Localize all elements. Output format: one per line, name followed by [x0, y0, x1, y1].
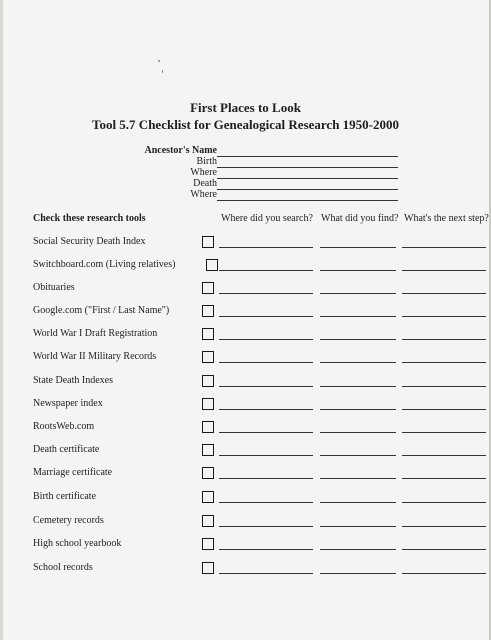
birth-label: Birth	[196, 156, 217, 167]
tool-checkbox[interactable]	[202, 375, 214, 387]
checklist-row	[0, 538, 491, 560]
tool-label: World War II Military Records	[33, 351, 157, 362]
what-found-field[interactable]	[320, 247, 396, 248]
next-step-field[interactable]	[402, 386, 486, 387]
checklist-row	[0, 515, 491, 537]
where-searched-field[interactable]	[219, 362, 313, 363]
where-column-header: Where did you search?	[221, 213, 313, 224]
what-found-field[interactable]	[320, 455, 396, 456]
tool-checkbox[interactable]	[202, 444, 214, 456]
checklist-row	[0, 282, 491, 304]
tool-checkbox[interactable]	[202, 515, 214, 527]
what-column-header: What did you find?	[321, 213, 399, 224]
where-searched-field[interactable]	[219, 293, 313, 294]
tool-label: RootsWeb.com	[33, 421, 95, 432]
where-searched-field[interactable]	[219, 386, 313, 387]
tool-checkbox[interactable]	[202, 562, 214, 574]
tool-label: Google.com ("First / Last Name")	[33, 305, 170, 316]
death-label: Death	[193, 178, 217, 189]
what-found-field[interactable]	[320, 432, 396, 433]
tool-checkbox[interactable]	[202, 398, 214, 410]
tool-label: Social Security Death Index	[33, 236, 146, 247]
what-found-field[interactable]	[320, 478, 396, 479]
death-where-label: Where	[190, 189, 217, 200]
next-step-field[interactable]	[402, 526, 486, 527]
checklist-row	[0, 467, 491, 489]
birth-where-field[interactable]	[217, 178, 398, 179]
tool-checkbox[interactable]	[202, 421, 214, 433]
what-found-field[interactable]	[320, 526, 396, 527]
checklist-row	[0, 328, 491, 350]
tool-checkbox[interactable]	[202, 305, 214, 317]
checklist-row	[0, 351, 491, 373]
tool-label: Cemetery records	[33, 515, 104, 526]
where-searched-field[interactable]	[219, 455, 313, 456]
next-step-field[interactable]	[402, 409, 486, 410]
tool-label: Birth certificate	[33, 491, 97, 502]
tool-checkbox[interactable]	[206, 259, 218, 271]
page-subtitle: Tool 5.7 Checklist for Genealogical Research 1950-2000	[91, 117, 400, 132]
tool-label: School records	[33, 562, 93, 573]
tool-label: State Death Indexes	[33, 375, 113, 386]
tool-checkbox[interactable]	[202, 236, 214, 248]
death-field[interactable]	[217, 189, 398, 190]
where-searched-field[interactable]	[219, 549, 313, 550]
where-searched-field[interactable]	[219, 339, 313, 340]
tool-label: World War I Draft Registration	[33, 328, 158, 339]
next-step-field[interactable]	[402, 316, 486, 317]
next-step-field[interactable]	[402, 432, 486, 433]
where-searched-field[interactable]	[219, 502, 313, 503]
page-title: First Places to Look	[190, 100, 301, 115]
what-found-field[interactable]	[320, 549, 396, 550]
next-step-field[interactable]	[402, 362, 486, 363]
where-searched-field[interactable]	[219, 270, 313, 271]
what-found-field[interactable]	[320, 573, 396, 574]
tool-label: Newspaper index	[33, 398, 103, 409]
where-searched-field[interactable]	[219, 478, 313, 479]
next-step-field[interactable]	[402, 549, 486, 550]
checklist-row	[0, 375, 491, 397]
what-found-field[interactable]	[320, 386, 396, 387]
ancestor-name-field[interactable]	[217, 156, 398, 157]
checklist-row	[0, 398, 491, 420]
what-found-field[interactable]	[320, 270, 396, 271]
tool-label: High school yearbook	[33, 538, 122, 549]
checklist-row	[0, 421, 491, 443]
what-found-field[interactable]	[320, 362, 396, 363]
tool-checkbox[interactable]	[202, 491, 214, 503]
what-found-field[interactable]	[320, 316, 396, 317]
tool-checkbox[interactable]	[202, 328, 214, 340]
what-found-field[interactable]	[320, 339, 396, 340]
checklist-row	[0, 236, 491, 258]
where-searched-field[interactable]	[219, 409, 313, 410]
tool-label: Death certificate	[33, 444, 100, 455]
what-found-field[interactable]	[320, 293, 396, 294]
next-step-field[interactable]	[402, 339, 486, 340]
next-step-field[interactable]	[402, 502, 486, 503]
where-searched-field[interactable]	[219, 573, 313, 574]
what-found-field[interactable]	[320, 502, 396, 503]
next-step-field[interactable]	[402, 478, 486, 479]
scan-speck	[162, 70, 163, 73]
where-searched-field[interactable]	[219, 316, 313, 317]
tool-checkbox[interactable]	[202, 467, 214, 479]
where-searched-field[interactable]	[219, 432, 313, 433]
tool-checkbox[interactable]	[202, 538, 214, 550]
birth-where-label: Where	[190, 167, 217, 178]
checklist-row	[0, 305, 491, 327]
checklist-row	[0, 259, 491, 281]
next-step-field[interactable]	[402, 293, 486, 294]
next-step-field[interactable]	[402, 573, 486, 574]
next-column-header: What's the next step?	[404, 213, 489, 224]
death-where-field[interactable]	[217, 200, 398, 201]
tool-checkbox[interactable]	[202, 351, 214, 363]
tools-column-header: Check these research tools	[33, 213, 146, 224]
checklist-row	[0, 562, 491, 584]
birth-field[interactable]	[217, 167, 398, 168]
next-step-field[interactable]	[402, 247, 486, 248]
checklist-row	[0, 491, 491, 513]
checklist-row	[0, 444, 491, 466]
tool-checkbox[interactable]	[202, 282, 214, 294]
next-step-field[interactable]	[402, 455, 486, 456]
what-found-field[interactable]	[320, 409, 396, 410]
tool-label: Switchboard.com (Living relatives)	[33, 259, 176, 270]
where-searched-field[interactable]	[219, 247, 313, 248]
where-searched-field[interactable]	[219, 526, 313, 527]
scan-speck	[158, 60, 160, 62]
tool-label: Obituaries	[33, 282, 75, 293]
tool-label: Marriage certificate	[33, 467, 113, 478]
ancestor-name-label: Ancestor's Name	[144, 145, 217, 156]
next-step-field[interactable]	[402, 270, 486, 271]
